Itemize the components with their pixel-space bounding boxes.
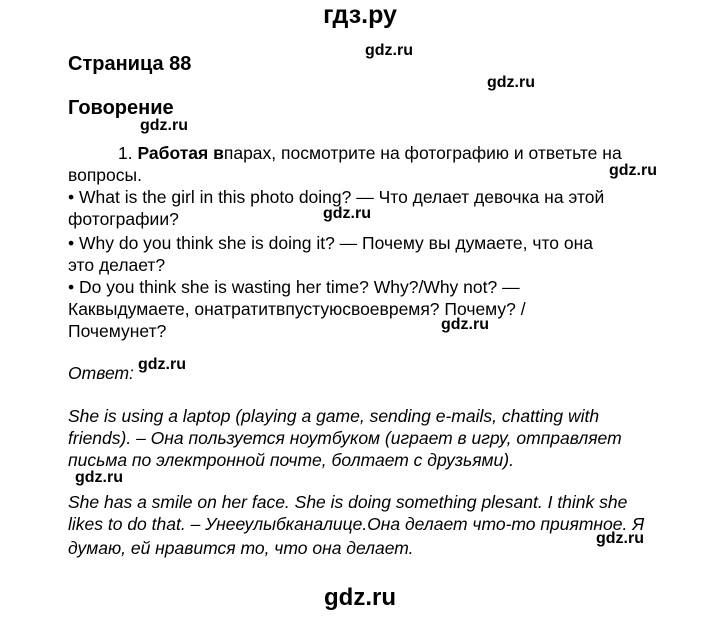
footer-watermark: gdz.ru (324, 584, 396, 611)
task-bold-part: Работая в (137, 143, 224, 163)
watermark: gdz.ru (138, 356, 186, 373)
task-line-1 (118, 142, 622, 164)
watermark: gdz.ru (487, 74, 535, 91)
question-3: • Do you think she is wasting her time? Why?/Why not? — (68, 277, 520, 297)
question-2-cont: это делает? (68, 255, 166, 275)
answer-1-line-1: She is using a laptop (playing a game, sending e-mails, chatting with (68, 406, 600, 426)
question-3-translation: Каквыдумаете, онатратитвпустуюсвоевремя? Почему? / (68, 299, 526, 319)
answer-1-line-3: письма по электронной почте, болтает с друзьями). (68, 450, 514, 470)
task-text: парах, посмотрите на фотографию и ответьте на (223, 143, 622, 163)
section-title: Говорение (68, 97, 174, 119)
watermark: gdz.ru (596, 530, 644, 547)
question-2: • Why do you think she is doing it? — Почему вы думаете, что она (68, 233, 594, 253)
watermark: gdz.ru (75, 469, 123, 486)
answer-label: Ответ: (68, 363, 134, 383)
answer-2-line-1: She has a smile on her face. She is doing something plesant. I think she (68, 492, 628, 512)
question-3-translation-cont: Почемунет? (68, 321, 167, 341)
watermark: gdz.ru (140, 117, 188, 134)
watermark: gdz.ru (609, 162, 657, 179)
task-line-2: вопросы. (68, 165, 142, 185)
site-header: гдз.ру (323, 1, 397, 29)
answer-1-line-2: friends). – Она пользуется ноутбуком (играет в игру, отправляет (68, 428, 622, 448)
watermark: gdz.ru (365, 42, 413, 59)
answer-2-line-3: думаю, ей нравится то, что она делает. (68, 538, 414, 558)
watermark: gdz.ru (441, 316, 489, 333)
task-number: 1. (118, 143, 133, 163)
page-title: Страница 88 (68, 53, 192, 75)
watermark: gdz.ru (323, 205, 371, 222)
question-1: • What is the girl in this photo doing? — Что делает девочка на этой (68, 187, 605, 207)
answer-2-line-2: likes to do that. – Унееулыбканалице.Она делает что-то приятное. Я (68, 514, 645, 534)
question-1-cont: фотографии? (68, 209, 179, 229)
